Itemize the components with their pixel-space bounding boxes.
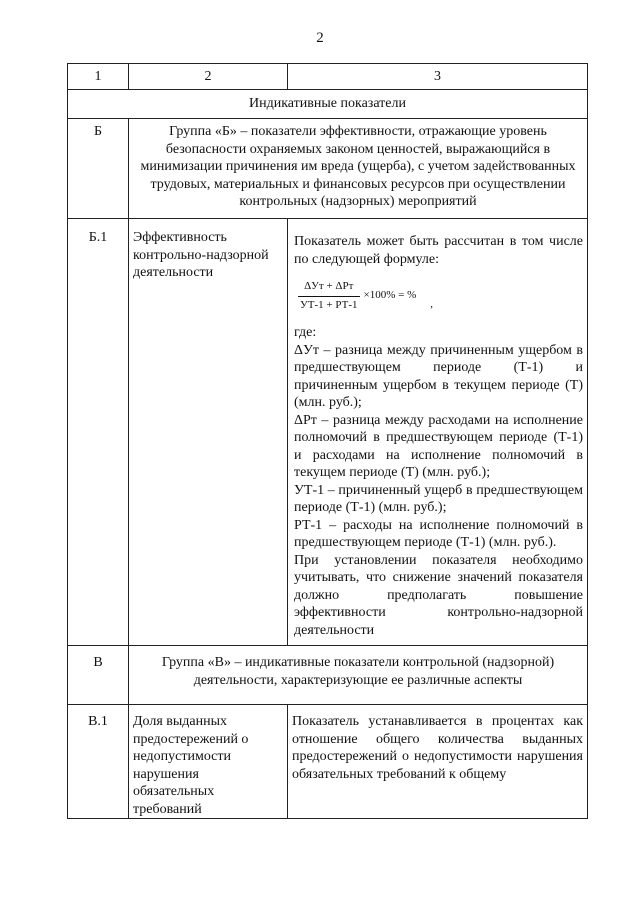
b1-description [288,219,588,646]
group-b-row [68,119,588,219]
b1-formula [298,278,583,314]
group-v-code: В [68,646,129,705]
formula-numerator: ΔУт + ΔРт [298,278,360,297]
v1-name: Доля выданных предостережений о недопустимости нарушения обязательных требований [129,705,288,819]
b1-row [68,219,588,646]
formula-denominator: УТ-1 + РТ-1 [300,298,358,311]
formula-comma: , [430,298,433,311]
group-v-row [68,646,588,705]
b1-definition-3: УТ-1 – причиненный ущерб в предшествующем периоде (Т-1) (млн. руб.); [294,482,583,515]
header-col-1: 1 [68,64,129,90]
page-number: 2 [316,30,324,46]
formula-fraction [298,278,360,314]
header-col-3: 3 [288,64,588,90]
section-title: Индикативные показатели [68,90,588,119]
b1-note: При установлении показателя необходимо учитывать, что снижение значений показателя должно предполагать повышение эффективности контрольно-надзорной деятельности [294,552,583,638]
formula-tail: ×100% = % [363,289,417,302]
v1-row [68,705,588,819]
header-col-2: 2 [129,64,288,90]
b1-definition-1: ΔУт – разница между причиненным ущербом в предшествующем периоде (Т-1) и причиненным ущербом в текущем периоде (Т) (млн. руб.); [294,342,583,410]
b1-definition-2: ΔРт – разница между расходами на исполнение полномочий в предшествующем периоде (Т-1) и расходами на исполнение полномочий в текущем периоде (Т) (млн. руб.); [294,412,583,480]
group-b-text: Группа «Б» – показатели эффективности, отражающие уровень безопасности охраняемых законом ценностей, выражающийся в минимизации причинения им вреда (ущерба), с учетом задействованных трудовых, материальных и финансовых ресурсов при осуществлении контрольных (надзорных) мероприятий [129,119,588,219]
group-v-text: Группа «В» – индикативные показатели контрольной (надзорной) деятельности, характеризующие ее различные аспекты [129,646,588,705]
v1-description: Показатель устанавливается в процентах как отношение общего количества выданных предостережений о недопустимости нарушения обязательных требований к общему [288,705,588,819]
b1-intro: Показатель может быть рассчитан в том числе по следующей формуле: [294,234,583,267]
group-b-code: Б [68,119,129,219]
indicators-table [67,63,588,819]
b1-definition-4: РТ-1 – расходы на исполнение полномочий в предшествующем периоде (Т-1) (млн. руб.). [294,517,583,550]
b1-where: где: [294,325,317,340]
b1-name: Эффективность контрольно-надзорной деятельности [129,219,288,646]
table-header-row [68,64,588,90]
b1-code: Б.1 [68,219,129,646]
section-title-row [68,90,588,119]
v1-code: В.1 [68,705,129,819]
